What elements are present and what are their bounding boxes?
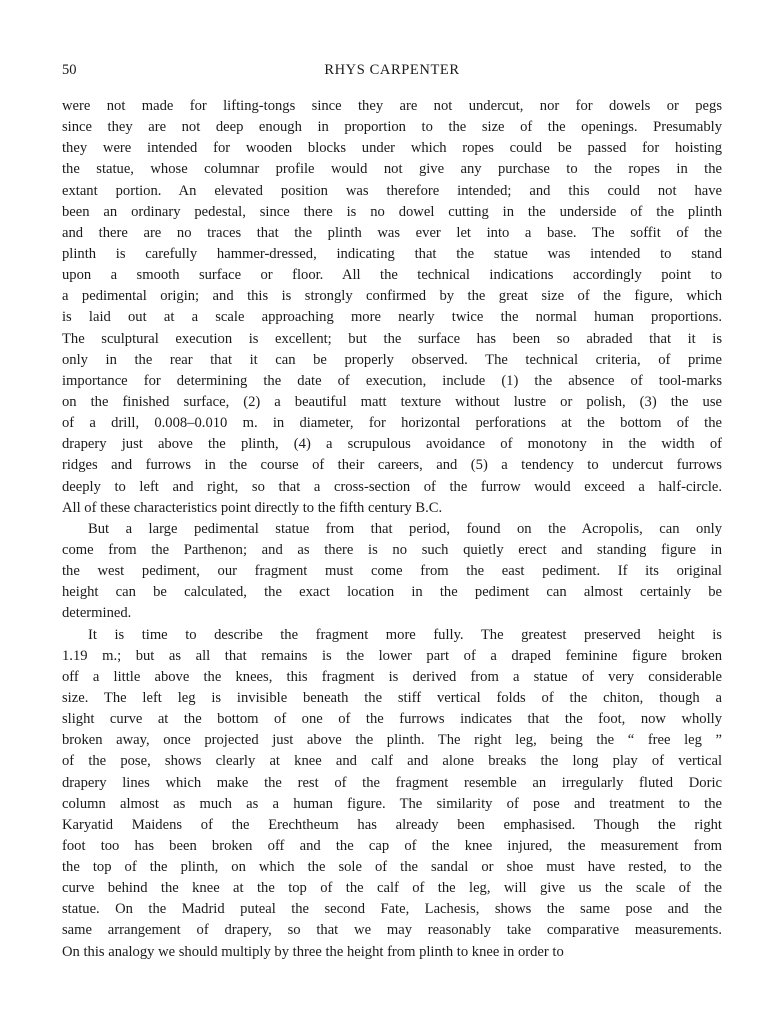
- text-line: On this analogy we should multiply by three the height from plinth to knee in order to: [62, 943, 564, 960]
- text-line: the top of the plinth, on which the sole of the sandal or shoe must have rested, to the: [62, 859, 722, 876]
- text-line: been an ordinary pedestal, since there is no dowel cutting in the underside of the plinth: [62, 203, 722, 220]
- text-line: ridges and furrows in the course of their careers, and (5) a tendency to undercut furrows: [62, 457, 722, 474]
- text-line: only in the rear that it can be properly observed. The technical criteria, of prime: [62, 351, 722, 368]
- text-line: since they are not deep enough in proportion to the size of the openings. Presumably: [62, 119, 722, 136]
- text-line: But a large pedimental statue from that period, found on the Acropolis, can only: [88, 520, 722, 537]
- text-line: column almost as much as a human figure. The similarity of pose and treatment to the: [62, 795, 722, 812]
- text-line: foot too has been broken off and the cap of the knee injured, the measurement from: [62, 837, 722, 854]
- running-head: RHYS CARPENTER: [324, 62, 460, 78]
- text-line: on the finished surface, (2) a beautiful matt texture without lustre or polish, (3) the use: [62, 393, 722, 410]
- text-line: same arrangement of drapery, so that we may reasonably take comparative measurements.: [62, 922, 722, 939]
- text-line: were not made for lifting-tongs since they are not undercut, nor for dowels or pegs: [62, 98, 722, 114]
- text-line: drapery lines which make the rest of the fragment resemble an irregularly fluted Doric: [62, 774, 722, 791]
- text-line: All of these characteristics point directly to the fifth century B.C.: [62, 499, 443, 516]
- text-line: 1.19 m.; but as all that remains is the lower part of a draped feminine figure broken: [62, 647, 722, 664]
- text-line: importance for determining the date of execution, include (1) the absence of tool-marks: [62, 372, 722, 389]
- text-line: height can be calculated, the exact location in the pediment can almost certainly be: [62, 584, 722, 601]
- page-header: [62, 62, 722, 84]
- text-line: slight curve at the bottom of one of the furrows indicates that the foot, now wholly: [62, 711, 722, 728]
- text-line: It is time to describe the fragment more fully. The greatest preserved height is: [88, 626, 722, 643]
- text-line: curve behind the knee at the top of the calf of the leg, will give us the scale of the: [62, 880, 722, 897]
- text-line: Karyatid Maidens of the Erechtheum has already been emphasised. Though the right: [62, 816, 722, 833]
- text-line: drapery just above the plinth, (4) a scrupulous avoidance of monotony in the width of: [62, 436, 722, 453]
- text-line: deeply to left and right, so that a cross-section of the furrow would exceed a half-circle.: [62, 478, 722, 495]
- body-text: [62, 96, 722, 963]
- text-line: come from the Parthenon; and as there is no such quietly erect and standing figure in: [62, 541, 722, 558]
- text-line: the statue, whose columnar profile would not give any purchase to the ropes in the: [62, 161, 722, 178]
- text-line: a pedimental origin; and this is strongly confirmed by the great size of the figure, which: [62, 288, 722, 305]
- text-line: and there are no traces that the plinth was ever let into a base. The soffit of the: [62, 224, 722, 241]
- text-line: determined.: [62, 605, 132, 622]
- text-line: statue. On the Madrid puteal the second Fate, Lachesis, shows the same pose and the: [62, 901, 722, 918]
- text-line: plinth is carefully hammer-dressed, indicating that the statue was intended to stand: [62, 245, 722, 262]
- text-line: upon a smooth surface or floor. All the technical indications accordingly point to: [62, 267, 722, 284]
- paragraph-2: [62, 519, 722, 625]
- text-line: off a little above the knees, this fragment is derived from a statue of very considerable: [62, 668, 722, 685]
- text-line: The sculptural execution is excellent; but the surface has been so abraded that it is: [62, 330, 722, 347]
- text-line: extant portion. An elevated position was therefore intended; and this could not have: [62, 182, 722, 199]
- text-line: the west pediment, our fragment must come from the east pediment. If its original: [62, 563, 722, 580]
- text-line: broken away, once projected just above the plinth. The right leg, being the “ free leg ”: [62, 732, 722, 749]
- paragraph-3: [62, 625, 722, 963]
- text-line: of the pose, shows clearly at knee and calf and alone breaks the long play of vertical: [62, 753, 722, 770]
- text-line: they were intended for wooden blocks under which ropes could be passed for hoisting: [62, 140, 722, 157]
- page-number: 50: [62, 62, 77, 78]
- text-line: is laid out at a scale approaching more nearly twice the normal human proportions.: [62, 309, 722, 326]
- text-line: of a drill, 0.008–0.010 m. in diameter, for horizontal perforations at the bottom of the: [62, 415, 722, 432]
- paragraph-1: [62, 96, 722, 519]
- text-line: size. The left leg is invisible beneath the stiff vertical folds of the chiton, though a: [62, 689, 722, 706]
